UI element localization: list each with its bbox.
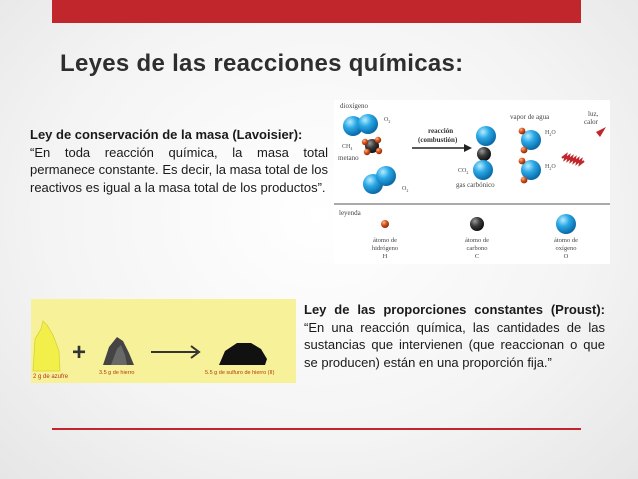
top-accent-bar: [52, 0, 581, 23]
h2o-top-label: $H_2O$: [545, 130, 556, 137]
bottom-accent-rule: [52, 428, 581, 430]
legend-o-line1: átomo de: [553, 237, 579, 244]
hydrogen-atom: [519, 158, 526, 165]
law-conservation-body: “En toda reacción química, la masa total permanece constante. Es decir, la masa total de los reactivos es igual a la masa total de los productos”.: [30, 144, 328, 195]
hydrogen-atom-legend: [381, 220, 389, 228]
law-proportions-heading: Ley de las proporciones constantes (Proust):: [304, 302, 605, 317]
luz-label: luz,: [588, 110, 599, 118]
energy-wave-icon: [562, 155, 584, 164]
combustion-diagram: [334, 100, 610, 264]
law-conservation-text: [30, 126, 328, 196]
iron-sulfide-icon: [219, 343, 267, 365]
slide-title: Leyes de las reacciones químicas:: [60, 50, 464, 77]
legend-c-line1: átomo de: [464, 237, 490, 244]
hydrogen-atom: [521, 147, 528, 154]
legend-c-line2: carbono: [466, 245, 488, 252]
legend-o-line2: oxígeno: [555, 245, 577, 252]
oxygen-atom: [376, 166, 396, 186]
dioxigeno-label: dioxígeno: [340, 102, 368, 110]
metano-label: metano: [338, 154, 359, 162]
legend-h-line3: H: [382, 253, 388, 260]
carbon-atom-legend: [470, 217, 484, 231]
hydrogen-atom: [375, 137, 381, 143]
gas-carbonico-label: gas carbónico: [456, 181, 495, 189]
ch4-label: $CH_4$: [342, 144, 353, 151]
combustion-svg: [334, 100, 610, 264]
hydrogen-atom: [362, 139, 368, 145]
iron-label: 3.5 g de hierro: [99, 370, 135, 376]
o2-top-label: $O_2$: [384, 117, 391, 124]
leyenda-label: leyenda: [339, 209, 361, 217]
hydrogen-atom: [521, 177, 528, 184]
hydrogen-atom: [376, 148, 382, 154]
oxygen-atom: [358, 114, 378, 134]
reaction-arrowhead: [464, 144, 472, 152]
hydrogen-atom: [364, 149, 370, 155]
combustion-label: (combustión): [418, 136, 458, 144]
reaccion-label: reacción: [428, 127, 454, 135]
law-conservation-heading: Ley de conservación de la masa (Lavoisier):: [30, 127, 303, 142]
legend-h-line1: átomo de: [372, 237, 398, 244]
hydrogen-atom: [519, 128, 526, 135]
oxygen-atom: [473, 160, 493, 180]
plus-sign: +: [72, 339, 87, 366]
h2o-bottom-label: $H_2O$: [545, 164, 556, 171]
iron-sulfur-svg: [31, 299, 296, 383]
carbon-atom: [477, 147, 491, 161]
law-proportions-text: [304, 301, 605, 371]
sulfur-pile-icon: [33, 321, 60, 371]
iron-sulfur-diagram: [31, 299, 296, 383]
legend-c-line3: C: [474, 253, 480, 260]
co2-label: $CO_2$: [458, 168, 469, 175]
legend-h-line2: hidrógeno: [371, 245, 399, 252]
oxygen-atom: [476, 126, 496, 146]
o2-bottom-label: $O_2$: [402, 186, 409, 193]
legend-o-line3: O: [563, 253, 569, 260]
oxygen-atom-legend: [556, 214, 576, 234]
energy-arrowhead-icon: [596, 127, 606, 137]
product-label: 5.5 g de sulfuro de hierro (II): [205, 370, 275, 376]
vapor-de-agua-label: vapor de agua: [510, 113, 550, 121]
calor-label: calor: [584, 118, 598, 126]
sulfur-label: 2 g de azufre: [33, 374, 69, 380]
law-proportions-body: “En una reacción química, las cantidades de las sustancias que intervienen (que reaccionan o que se producen) están en una proporción fija.”: [304, 319, 605, 370]
